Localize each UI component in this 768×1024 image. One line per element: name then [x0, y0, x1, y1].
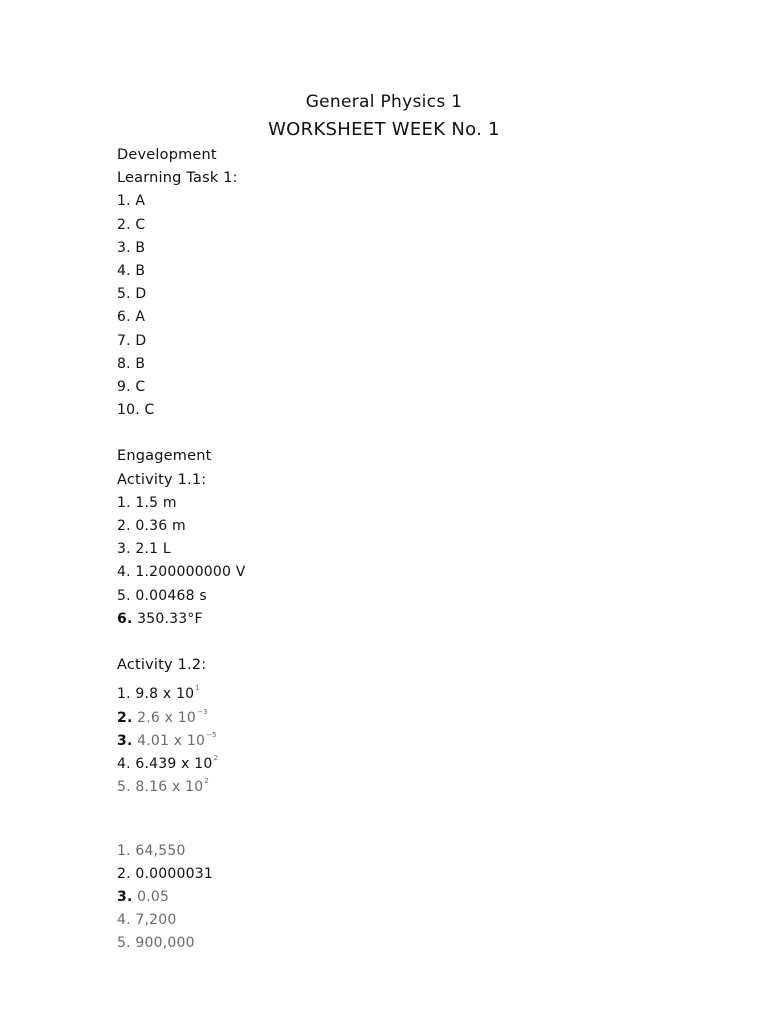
list-item: 5. D	[117, 286, 147, 303]
item-value: 0.0000031	[135, 865, 213, 882]
activity-1-1-label: Activity 1.1:	[117, 471, 207, 488]
item-number: 3.	[117, 732, 133, 749]
list-item: 10. C	[117, 402, 155, 419]
item-number: 1.	[117, 842, 131, 859]
item-number: 6.	[117, 610, 133, 627]
list-item: 4. B	[117, 262, 146, 279]
list-item	[117, 677, 677, 703]
list-item	[117, 608, 677, 631]
exponent: 2	[213, 753, 219, 762]
list-item	[117, 724, 677, 747]
list-item	[117, 932, 677, 955]
item-number: 1.	[117, 686, 131, 703]
activity-1-2-label: Activity 1.2:	[117, 657, 207, 674]
list-item: 3. 2.1 L	[117, 541, 171, 558]
list-item	[117, 886, 677, 909]
list-item: 1. 1.5 m	[117, 494, 177, 511]
list-item: 5. 0.00468 s	[117, 587, 207, 604]
list-item: 2. 0.36 m	[117, 518, 186, 534]
list-item	[117, 909, 677, 932]
item-number: 2.	[117, 709, 133, 726]
item-value: 2.6 x 10	[137, 709, 196, 726]
list-item	[117, 863, 677, 886]
document-title: General Physics 1	[305, 92, 463, 112]
list-item: 8. B	[117, 355, 146, 372]
item-number: 5.	[117, 779, 131, 796]
exponent: −5	[206, 730, 217, 739]
item-number: 4.	[117, 755, 131, 772]
list-item	[117, 840, 677, 863]
list-item: 4. 1.200000000 V	[117, 564, 246, 581]
item-value: 6.439 x 10	[135, 755, 213, 772]
list-item: 6. A	[117, 309, 146, 326]
exponent: 2	[204, 777, 210, 786]
item-value: 0.05	[137, 889, 170, 905]
list-item: 3. B	[117, 239, 146, 256]
list-item	[117, 701, 677, 724]
item-value: 8.16 x 10	[135, 779, 204, 796]
list-item: 7. D	[117, 332, 147, 349]
list-item	[117, 770, 677, 796]
item-value: 350.33°F	[137, 610, 203, 627]
answer-column	[117, 144, 677, 956]
section-heading-engagement: Engagement	[117, 448, 212, 465]
section-heading-development: Development	[117, 147, 217, 163]
list-item	[117, 747, 677, 770]
item-value: 7,200	[135, 912, 177, 929]
item-number: 3.	[117, 889, 133, 905]
item-value: 900,000	[135, 935, 195, 952]
list-item: 9. C	[117, 378, 146, 395]
item-value: 64,550	[135, 842, 186, 859]
item-value: 9.8 x 10	[135, 686, 195, 703]
item-number: 5.	[117, 935, 131, 952]
exponent: −3	[197, 707, 208, 716]
item-value: 4.01 x 10	[137, 732, 206, 749]
item-number: 4.	[117, 912, 131, 929]
item-number: 2.	[117, 865, 131, 882]
exponent: 1	[195, 684, 200, 693]
learning-task-label: Learning Task 1:	[117, 170, 238, 187]
list-item: 2. C	[117, 216, 146, 233]
worksheet-title: WORKSHEET WEEK No. 1	[268, 119, 500, 140]
list-item: 1. A	[117, 193, 146, 210]
